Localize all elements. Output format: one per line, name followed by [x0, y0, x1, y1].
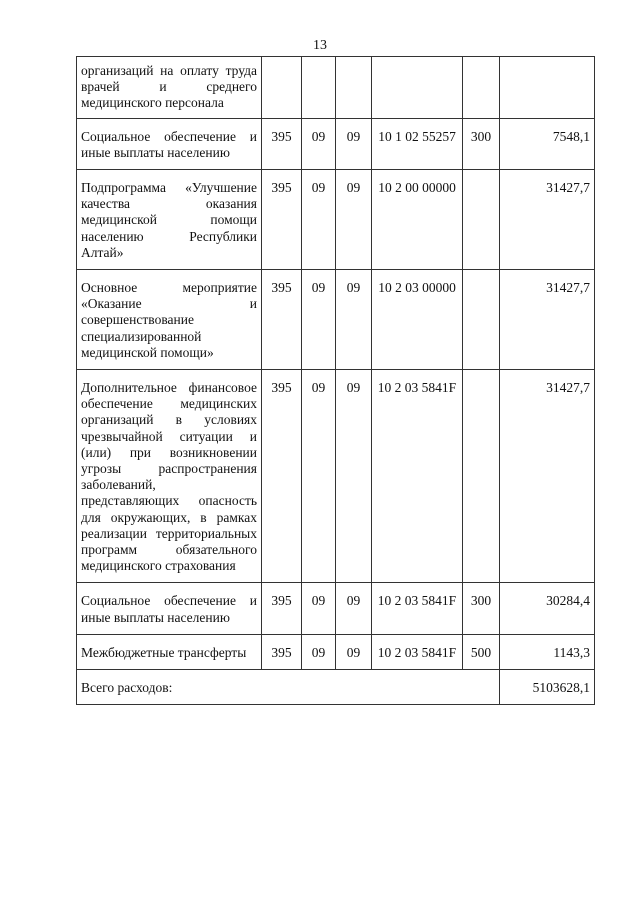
row-name: Межбюджетные трансферты [77, 634, 262, 669]
pr-cell: 09 [336, 634, 372, 669]
vr-cell: 300 [463, 118, 500, 169]
vr-cell: 500 [463, 634, 500, 669]
csr-cell [372, 57, 463, 119]
row-name: Подпрограмма «Улучшение качества оказания медицинской помощи населению Республики Алтай» [77, 170, 262, 270]
rz-cell: 09 [302, 634, 336, 669]
grbs-cell: 395 [262, 118, 302, 169]
rz-cell: 09 [302, 170, 336, 270]
table-row [77, 370, 595, 583]
total-label: Всего расходов: [77, 670, 500, 705]
total-sum: 5103628,1 [500, 670, 595, 705]
page-number: 13 [313, 38, 327, 53]
table-row [77, 57, 595, 119]
grbs-cell: 395 [262, 170, 302, 270]
pr-cell: 09 [336, 118, 372, 169]
rz-cell: 09 [302, 370, 336, 583]
row-name: организаций на оплату труда врачей и среднего медицинского персонала [77, 57, 262, 119]
grbs-cell: 395 [262, 583, 302, 634]
csr-cell: 10 2 03 5841F [372, 634, 463, 669]
csr-cell: 10 2 03 5841F [372, 370, 463, 583]
row-name: Социальное обеспечение и иные выплаты населению [77, 118, 262, 169]
rz-cell: 09 [302, 270, 336, 370]
table-row [77, 170, 595, 270]
total-row [77, 670, 595, 705]
table-row [77, 270, 595, 370]
grbs-cell: 395 [262, 370, 302, 583]
rz-cell: 09 [302, 583, 336, 634]
grbs-cell: 395 [262, 270, 302, 370]
rz-cell: 09 [302, 118, 336, 169]
csr-cell: 10 2 03 00000 [372, 270, 463, 370]
vr-cell [463, 270, 500, 370]
vr-cell [463, 57, 500, 119]
pr-cell [336, 57, 372, 119]
rz-cell [302, 57, 336, 119]
csr-cell: 10 2 00 00000 [372, 170, 463, 270]
table-row [77, 118, 595, 169]
pr-cell: 09 [336, 270, 372, 370]
sum-cell: 1143,3 [500, 634, 595, 669]
table-row [77, 583, 595, 634]
pr-cell: 09 [336, 583, 372, 634]
vr-cell [463, 170, 500, 270]
sum-cell: 30284,4 [500, 583, 595, 634]
row-name: Основное мероприятие «Оказание и совершенствование специализированной медицинской помощи» [77, 270, 262, 370]
row-name: Социальное обеспечение и иные выплаты населению [77, 583, 262, 634]
sum-cell [500, 57, 595, 119]
row-name: Дополнительное финансовое обеспечение медицинских организаций в условиях чрезвычайной ситуации и (или) при возникновении угрозы распространения заболеваний, представляющих опасность для окружающих, в рамках реализации территориальных программ обязательного медицинского страхования [77, 370, 262, 583]
pr-cell: 09 [336, 170, 372, 270]
sum-cell: 31427,7 [500, 270, 595, 370]
sum-cell: 7548,1 [500, 118, 595, 169]
budget-expenditure-table [76, 56, 595, 705]
vr-cell [463, 370, 500, 583]
table-row [77, 634, 595, 669]
sum-cell: 31427,7 [500, 370, 595, 583]
csr-cell: 10 1 02 55257 [372, 118, 463, 169]
vr-cell: 300 [463, 583, 500, 634]
csr-cell: 10 2 03 5841F [372, 583, 463, 634]
pr-cell: 09 [336, 370, 372, 583]
grbs-cell: 395 [262, 634, 302, 669]
sum-cell: 31427,7 [500, 170, 595, 270]
grbs-cell [262, 57, 302, 119]
